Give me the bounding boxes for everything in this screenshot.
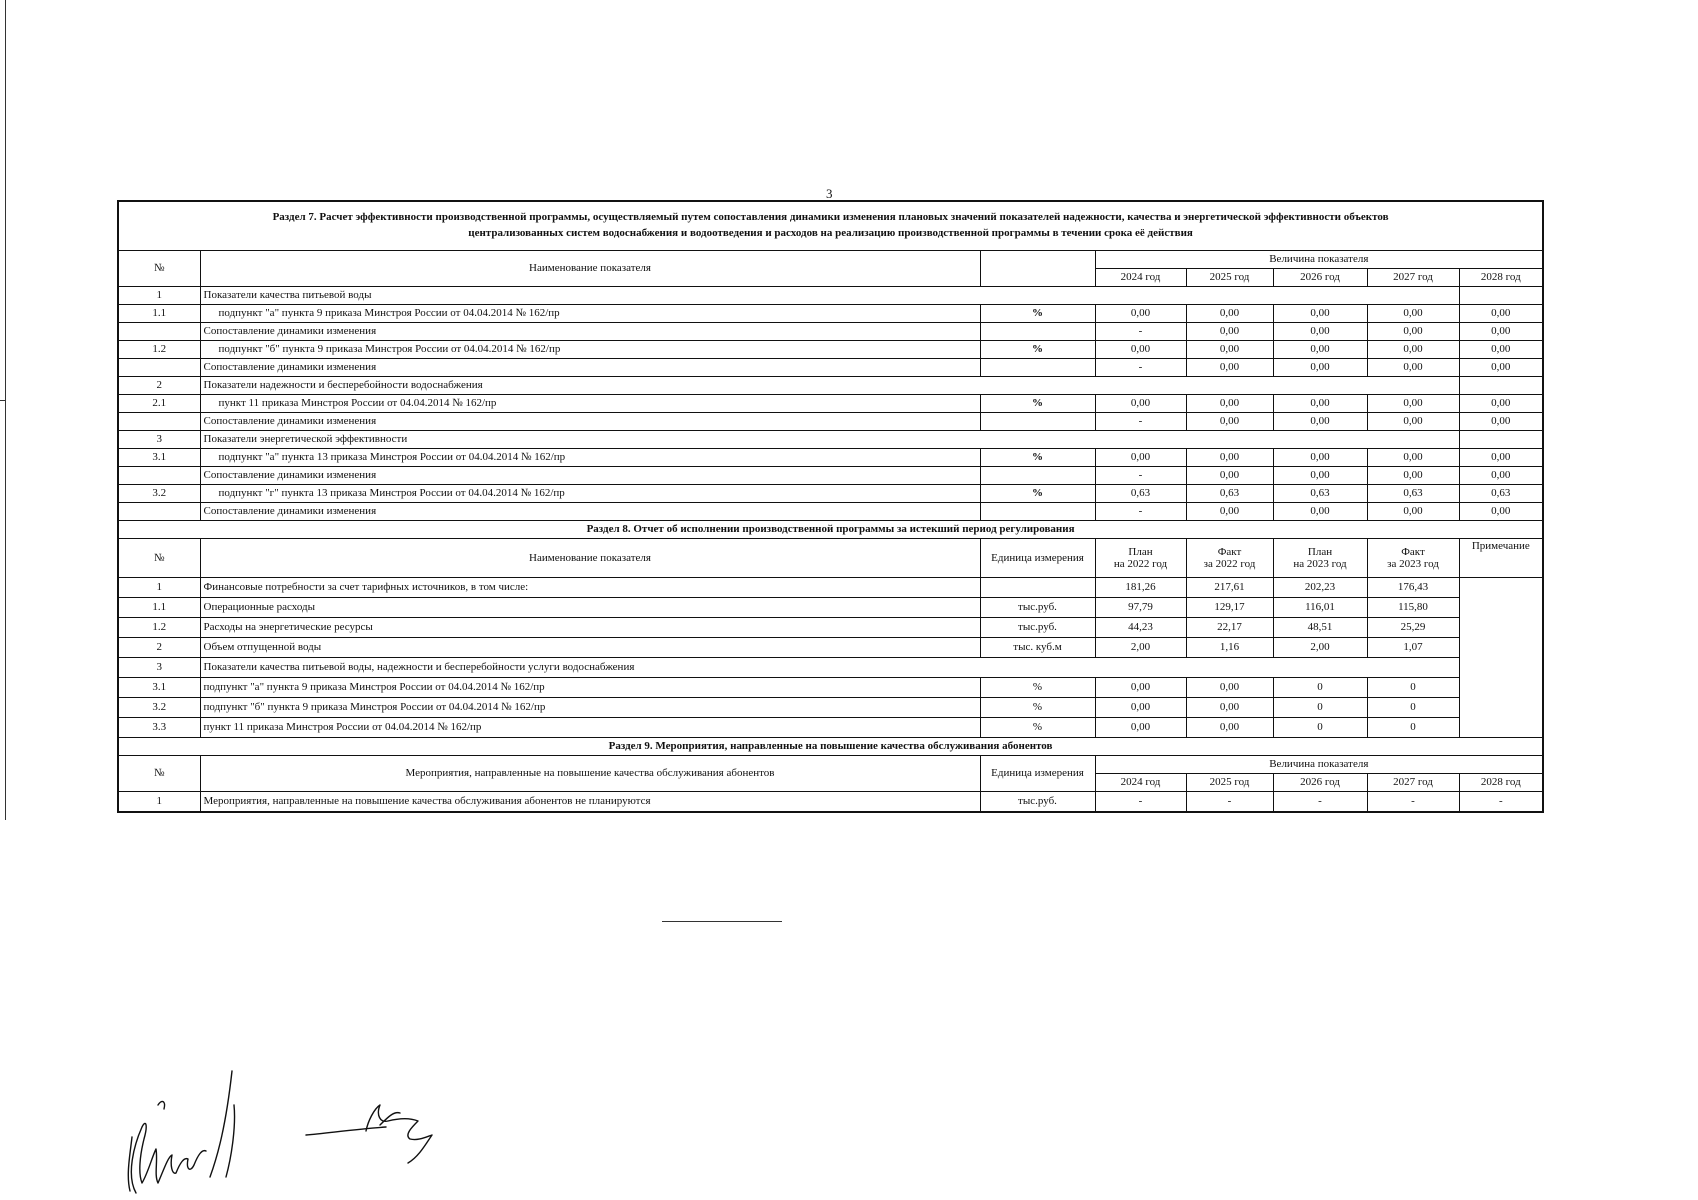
col-header-unit	[980, 250, 1095, 286]
row-value: 217,61	[1186, 577, 1273, 597]
row-unit	[980, 412, 1095, 430]
section7-row	[118, 358, 1543, 376]
row-num: 1.2	[118, 617, 200, 637]
row-num: 3.1	[118, 677, 200, 697]
row-value: 0,00	[1367, 502, 1459, 520]
row-value: 0	[1273, 697, 1367, 717]
row-value: 0,00	[1459, 304, 1543, 322]
row-name: Сопоставление динамики изменения	[200, 412, 980, 430]
section7-title-line1: Раздел 7. Расчет эффективности производственной программы, осуществляемый путем сопоставления динамики изменения плановых значений показателей надежности, качества и энергетической эффективности объектов	[272, 211, 1389, 223]
section8-row	[118, 637, 1543, 657]
row-value: 0,00	[1186, 677, 1273, 697]
row-num: 3.3	[118, 717, 200, 737]
period-header-line2: на 2023 год	[1293, 557, 1347, 570]
section8-title: Раздел 8. Отчет об исполнении производственной программы за истекший период регулирования	[118, 520, 1543, 538]
section7-row	[118, 322, 1543, 340]
row-value: 0,63	[1095, 484, 1186, 502]
row-value: 0,00	[1459, 358, 1543, 376]
row-value: 2,00	[1273, 637, 1367, 657]
row-value: 116,01	[1273, 597, 1367, 617]
row-name: Сопоставление динамики изменения	[200, 502, 980, 520]
section7-row	[118, 304, 1543, 322]
row-value: 0,00	[1186, 502, 1273, 520]
section8-title-row	[118, 520, 1543, 538]
period-header-line1: План	[1128, 545, 1153, 558]
row-num: 1	[118, 577, 200, 597]
row-value: -	[1186, 791, 1273, 812]
period-header	[1095, 538, 1186, 577]
row-num: 3	[118, 657, 200, 677]
row-value: 48,51	[1273, 617, 1367, 637]
row-value: 0,00	[1367, 304, 1459, 322]
col-header-name: Мероприятия, направленные на повышение качества обслуживания абонентов	[200, 755, 980, 791]
section7-row	[118, 412, 1543, 430]
row-name: подпункт "г" пункта 13 приказа Минстроя России от 04.04.2014 № 162/пр	[200, 484, 980, 502]
year-header: 2025 год	[1186, 773, 1273, 791]
row-value: 97,79	[1095, 597, 1186, 617]
period-header-line2: за 2022 год	[1203, 557, 1256, 570]
row-value: 0	[1367, 677, 1459, 697]
year-header: 2028 год	[1459, 773, 1543, 791]
row-name: Объем отпущенной воды	[200, 637, 980, 657]
row-value: -	[1095, 412, 1186, 430]
row-name: Сопоставление динамики изменения	[200, 358, 980, 376]
row-unit: %	[980, 677, 1095, 697]
row-value-cell	[1459, 430, 1543, 448]
row-value: 0,00	[1459, 412, 1543, 430]
row-num: 1.1	[118, 304, 200, 322]
row-name: Финансовые потребности за счет тарифных источников, в том числе:	[200, 577, 980, 597]
section9-title: Раздел 9. Мероприятия, направленные на повышение качества обслуживания абонентов	[118, 737, 1543, 755]
row-value: 0,00	[1273, 466, 1367, 484]
row-value: 0,00	[1095, 340, 1186, 358]
col-header-unit: Единица измерения	[980, 538, 1095, 577]
row-value: 0,00	[1367, 466, 1459, 484]
row-value: 0,00	[1367, 358, 1459, 376]
row-num: 3.2	[118, 484, 200, 502]
row-name: Сопоставление динамики изменения	[200, 466, 980, 484]
year-header: 2026 год	[1273, 773, 1367, 791]
row-num	[118, 466, 200, 484]
year-header: 2025 год	[1186, 268, 1273, 286]
row-value: 0,00	[1367, 322, 1459, 340]
row-value: -	[1095, 502, 1186, 520]
section7-row	[118, 286, 1543, 304]
row-num: 1.2	[118, 340, 200, 358]
col-header-name: Наименование показателя	[200, 538, 980, 577]
row-value: 129,17	[1186, 597, 1273, 617]
row-value: 0,63	[1367, 484, 1459, 502]
row-value: 22,17	[1186, 617, 1273, 637]
row-value: 0,00	[1095, 697, 1186, 717]
footer-line	[662, 921, 782, 922]
handwritten-signatures	[118, 1065, 458, 1200]
row-unit: %	[980, 484, 1095, 502]
row-unit: тыс.руб.	[980, 597, 1095, 617]
row-value-cell	[1459, 286, 1543, 304]
row-unit	[980, 502, 1095, 520]
row-unit	[980, 322, 1095, 340]
section9-title-row	[118, 737, 1543, 755]
year-header: 2027 год	[1367, 268, 1459, 286]
row-value: 0,00	[1459, 466, 1543, 484]
document-table	[117, 200, 1544, 813]
year-header: 2024 год	[1095, 773, 1186, 791]
row-value: 181,26	[1095, 577, 1186, 597]
section9-header-row-1	[118, 755, 1543, 773]
col-header-num: №	[118, 250, 200, 286]
row-value: 0,00	[1273, 412, 1367, 430]
row-value: 0,00	[1186, 697, 1273, 717]
row-value: -	[1095, 358, 1186, 376]
row-value: 0,00	[1186, 412, 1273, 430]
row-value: 202,23	[1273, 577, 1367, 597]
section7-title-row	[118, 201, 1543, 250]
row-value: 0,00	[1095, 717, 1186, 737]
row-value: 0,00	[1273, 322, 1367, 340]
row-value: 0,00	[1273, 394, 1367, 412]
row-value: 0,00	[1095, 677, 1186, 697]
row-value: -	[1273, 791, 1367, 812]
row-name: пункт 11 приказа Минстроя России от 04.04.2014 № 162/пр	[200, 717, 980, 737]
row-group-name: Показатели качества питьевой воды	[200, 286, 1459, 304]
row-value: 115,80	[1367, 597, 1459, 617]
row-value: 0,00	[1273, 304, 1367, 322]
row-value: 0	[1367, 717, 1459, 737]
row-value: 0,63	[1273, 484, 1367, 502]
row-unit: %	[980, 304, 1095, 322]
year-header: 2024 год	[1095, 268, 1186, 286]
row-group-name: Показатели надежности и бесперебойности водоснабжения	[200, 376, 1459, 394]
row-value: 0,00	[1367, 340, 1459, 358]
section7-row	[118, 340, 1543, 358]
row-unit: %	[980, 697, 1095, 717]
row-value: 0	[1367, 697, 1459, 717]
row-value: 0,00	[1186, 394, 1273, 412]
row-num	[118, 358, 200, 376]
row-name: Мероприятия, направленные на повышение качества обслуживания абонентов не планируются	[200, 791, 980, 812]
row-value: 2,00	[1095, 637, 1186, 657]
row-value: 176,43	[1367, 577, 1459, 597]
row-name: подпункт "а" пункта 9 приказа Минстроя России от 04.04.2014 № 162/пр	[200, 304, 980, 322]
section7-row	[118, 502, 1543, 520]
row-unit: %	[980, 394, 1095, 412]
col-header-value: Величина показателя	[1095, 250, 1543, 268]
row-value: 1,16	[1186, 637, 1273, 657]
row-num	[118, 322, 200, 340]
row-num: 2	[118, 376, 200, 394]
col-header-num: №	[118, 755, 200, 791]
section8-row	[118, 577, 1543, 597]
row-unit	[980, 466, 1095, 484]
row-value: 0,00	[1095, 394, 1186, 412]
section8-row	[118, 717, 1543, 737]
row-value: -	[1095, 791, 1186, 812]
row-value: 0,00	[1186, 448, 1273, 466]
row-name: подпункт "б" пункта 9 приказа Минстроя России от 04.04.2014 № 162/пр	[200, 697, 980, 717]
row-value: 0,00	[1273, 340, 1367, 358]
row-value: 0,00	[1095, 448, 1186, 466]
row-value: -	[1095, 322, 1186, 340]
section8-row	[118, 617, 1543, 637]
section7-row	[118, 430, 1543, 448]
row-num	[118, 502, 200, 520]
row-value: 0,00	[1459, 394, 1543, 412]
row-group-name: Показатели энергетической эффективности	[200, 430, 1459, 448]
row-value: 0,00	[1273, 358, 1367, 376]
row-name: Сопоставление динамики изменения	[200, 322, 980, 340]
row-value: 0,00	[1459, 502, 1543, 520]
section7-row	[118, 394, 1543, 412]
row-unit	[980, 358, 1095, 376]
section8-row	[118, 657, 1543, 677]
period-header	[1273, 538, 1367, 577]
row-unit	[980, 577, 1095, 597]
row-num: 2.1	[118, 394, 200, 412]
row-value: 0,00	[1273, 448, 1367, 466]
row-value: 0,63	[1459, 484, 1543, 502]
row-value: 0,00	[1186, 358, 1273, 376]
col-header-value: Величина показателя	[1095, 755, 1543, 773]
row-note	[1459, 577, 1543, 737]
year-header: 2027 год	[1367, 773, 1459, 791]
col-header-note: Примечание	[1459, 538, 1543, 577]
period-header-line1: Факт	[1217, 545, 1242, 558]
row-unit: тыс.руб.	[980, 617, 1095, 637]
row-num: 3.1	[118, 448, 200, 466]
row-value: 0,00	[1367, 412, 1459, 430]
row-name: подпункт "а" пункта 9 приказа Минстроя России от 04.04.2014 № 162/пр	[200, 677, 980, 697]
period-header-line2: на 2022 год	[1113, 557, 1168, 570]
row-num: 1	[118, 286, 200, 304]
row-unit: %	[980, 717, 1095, 737]
year-header: 2028 год	[1459, 268, 1543, 286]
row-value-cell	[1459, 376, 1543, 394]
row-value: 0	[1273, 717, 1367, 737]
section7-header-row-1	[118, 250, 1543, 268]
row-value: 0,00	[1186, 340, 1273, 358]
page-number: 3	[826, 186, 833, 201]
row-num: 3.2	[118, 697, 200, 717]
row-value: 0,00	[1273, 502, 1367, 520]
row-value: 0,00	[1186, 304, 1273, 322]
row-value: 0	[1273, 677, 1367, 697]
row-value: 0,63	[1186, 484, 1273, 502]
row-num: 2	[118, 637, 200, 657]
period-header	[1367, 538, 1459, 577]
row-value: 0,00	[1459, 322, 1543, 340]
year-header: 2026 год	[1273, 268, 1367, 286]
section7-row	[118, 484, 1543, 502]
section7-row	[118, 376, 1543, 394]
row-value: -	[1095, 466, 1186, 484]
row-value: 1,07	[1367, 637, 1459, 657]
row-value: -	[1459, 791, 1543, 812]
row-value: 0,00	[1186, 717, 1273, 737]
row-unit: тыс.руб.	[980, 791, 1095, 812]
row-value: 0,00	[1095, 304, 1186, 322]
section8-row	[118, 677, 1543, 697]
period-header	[1186, 538, 1273, 577]
row-value: 25,29	[1367, 617, 1459, 637]
section8-header-row	[118, 538, 1543, 577]
col-header-name: Наименование показателя	[200, 250, 980, 286]
row-num: 1.1	[118, 597, 200, 617]
row-value: 44,23	[1095, 617, 1186, 637]
row-value: -	[1367, 791, 1459, 812]
left-margin-line	[5, 0, 6, 820]
row-unit: %	[980, 340, 1095, 358]
row-value: 0,00	[1459, 340, 1543, 358]
section7-title-line2: централизованных систем водоснабжения и водоотведения и расходов на реализацию производственной программы в течении срока её действия	[468, 226, 1193, 239]
left-margin-tick	[0, 400, 6, 409]
row-num: 1	[118, 791, 200, 812]
section7-row	[118, 466, 1543, 484]
row-unit: тыс. куб.м	[980, 637, 1095, 657]
section8-row	[118, 697, 1543, 717]
section7-row	[118, 448, 1543, 466]
col-header-unit: Единица измерения	[980, 755, 1095, 791]
row-value: 0,00	[1186, 322, 1273, 340]
section8-row	[118, 597, 1543, 617]
row-name: подпункт "б" пункта 9 приказа Минстроя России от 04.04.2014 № 162/пр	[200, 340, 980, 358]
row-value: 0,00	[1459, 448, 1543, 466]
row-name: Расходы на энергетические ресурсы	[200, 617, 980, 637]
row-unit: %	[980, 448, 1095, 466]
period-header-line1: Факт	[1401, 545, 1425, 558]
row-value: 0,00	[1186, 466, 1273, 484]
row-value: 0,00	[1367, 448, 1459, 466]
row-group-name: Показатели качества питьевой воды, надежности и бесперебойности услуги водоснабжения	[200, 657, 1459, 677]
row-num	[118, 412, 200, 430]
row-name: пункт 11 приказа Минстроя России от 04.04.2014 № 162/пр	[200, 394, 980, 412]
row-value: 0,00	[1367, 394, 1459, 412]
period-header-line2: за 2023 год	[1387, 557, 1439, 570]
row-num: 3	[118, 430, 200, 448]
row-name: подпункт "а" пункта 13 приказа Минстроя России от 04.04.2014 № 162/пр	[200, 448, 980, 466]
section9-row	[118, 791, 1543, 812]
section7-title	[118, 201, 1543, 250]
col-header-num: №	[118, 538, 200, 577]
row-name: Операционные расходы	[200, 597, 980, 617]
period-header-line1: План	[1307, 545, 1333, 558]
